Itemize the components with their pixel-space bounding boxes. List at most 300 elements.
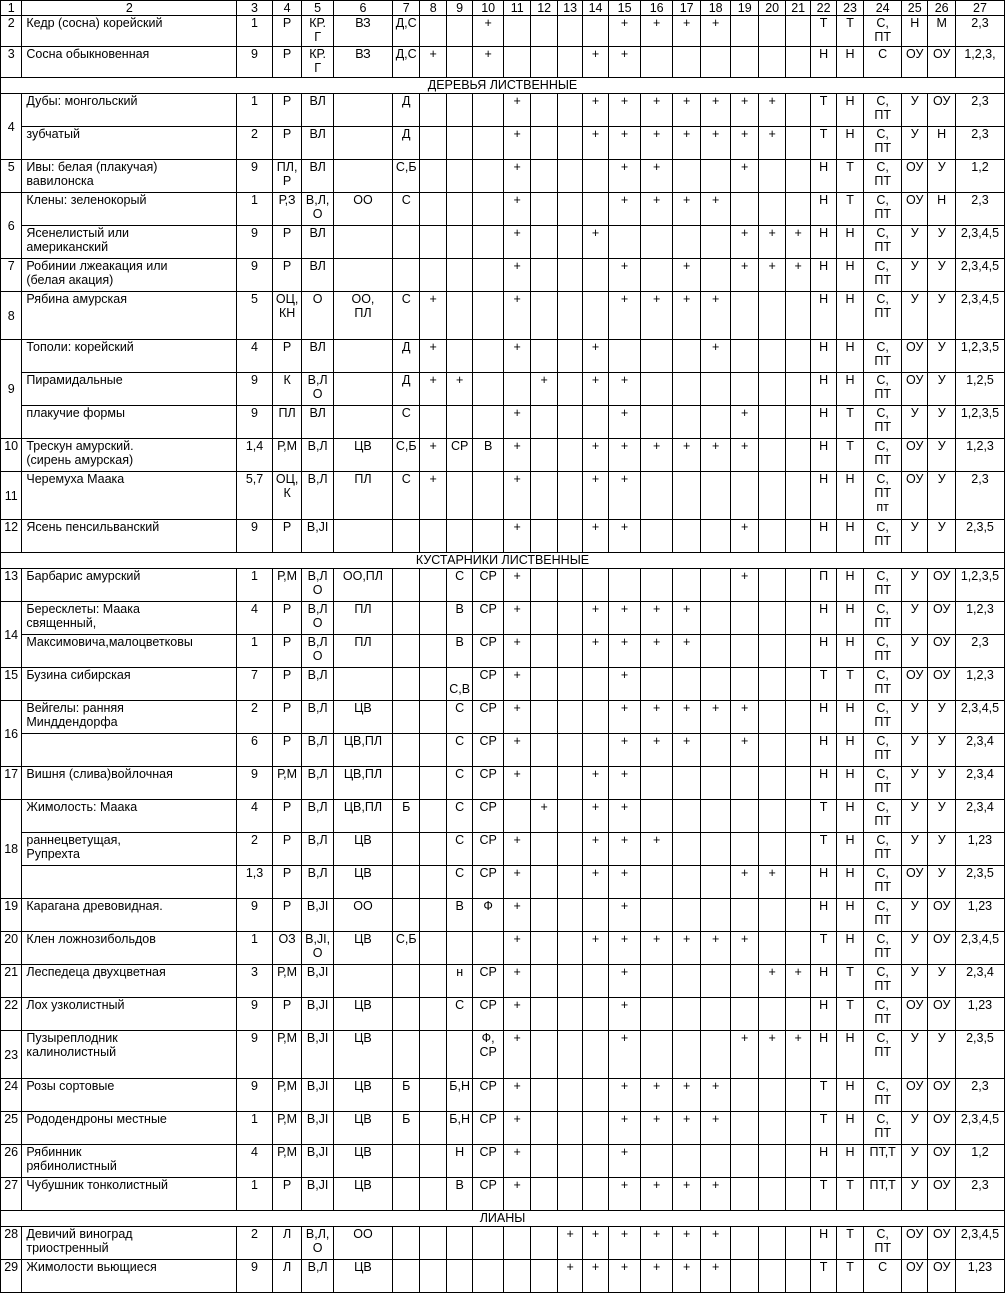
table-cell: +: [641, 635, 673, 668]
table-cell: [730, 668, 759, 701]
table-cell: С, ПТ: [864, 668, 902, 701]
table-cell: СР: [473, 734, 504, 767]
table-cell: С,Б: [392, 439, 419, 472]
table-row: [1, 734, 1005, 767]
table-cell: [785, 193, 810, 226]
table-cell: Н: [811, 292, 836, 340]
table-row: [1, 259, 1005, 292]
table-cell: [785, 1227, 810, 1260]
table-cell: ПТ,Т: [864, 1145, 902, 1178]
table-cell: Р: [272, 734, 302, 767]
table-cell: Т: [836, 668, 863, 701]
table-cell: Т: [811, 800, 836, 833]
row-number: 5: [1, 160, 22, 193]
table-cell: +: [641, 932, 673, 965]
table-cell: ОУ: [901, 193, 927, 226]
table-cell: Н: [836, 569, 863, 602]
table-cell: [420, 16, 446, 47]
table-cell: [557, 16, 582, 47]
table-cell: [785, 800, 810, 833]
table-cell: [785, 160, 810, 193]
table-cell: Д: [392, 127, 419, 160]
table-row: [1, 998, 1005, 1031]
species-name: раннецветущая, Рупрехта: [22, 833, 237, 866]
table-cell: С, ПТ: [864, 932, 902, 965]
table-cell: ВЛ: [302, 94, 334, 127]
table-cell: С: [446, 833, 472, 866]
table-cell: +: [503, 899, 530, 932]
table-cell: [420, 866, 446, 899]
table-cell: [473, 127, 504, 160]
species-name: Кедр (сосна) корейский: [22, 16, 237, 47]
table-cell: Н: [811, 734, 836, 767]
table-cell: У: [928, 292, 955, 340]
table-cell: [701, 47, 731, 78]
table-cell: Н: [836, 602, 863, 635]
table-cell: [473, 1260, 504, 1293]
table-cell: У: [901, 701, 927, 734]
row-number: 12: [1, 520, 22, 553]
table-cell: [503, 1260, 530, 1293]
section-heading: ДЕРЕВЬЯ ЛИСТВЕННЫЕ: [1, 78, 1005, 94]
table-cell: [672, 373, 701, 406]
table-cell: +: [759, 94, 785, 127]
table-cell: П: [811, 569, 836, 602]
table-cell: [701, 866, 731, 899]
table-cell: [759, 406, 785, 439]
table-cell: +: [503, 193, 530, 226]
table-cell: +: [672, 94, 701, 127]
table-cell: У: [901, 602, 927, 635]
table-cell: ПЛ: [333, 635, 392, 668]
table-cell: ЦВ: [333, 932, 392, 965]
table-cell: [333, 226, 392, 259]
table-cell: У: [928, 833, 955, 866]
table-row: [1, 1227, 1005, 1260]
table-cell: [531, 602, 557, 635]
table-cell: [420, 899, 446, 932]
table-cell: Н: [811, 340, 836, 373]
table-cell: [557, 833, 582, 866]
table-cell: У: [901, 94, 927, 127]
table-cell: У: [901, 1112, 927, 1145]
table-cell: Т: [836, 965, 863, 998]
table-cell: Р: [272, 899, 302, 932]
table-cell: [557, 520, 582, 553]
table-cell: [641, 47, 673, 78]
row-number: 24: [1, 1079, 22, 1112]
table-cell: +: [672, 259, 701, 292]
table-cell: +: [503, 226, 530, 259]
table-cell: 1,2,3,5: [955, 340, 1004, 373]
table-cell: 9: [237, 226, 273, 259]
table-cell: [557, 127, 582, 160]
table-cell: В,Л, О: [302, 193, 334, 226]
row-number: 26: [1, 1145, 22, 1178]
table-cell: [420, 602, 446, 635]
section-row: [1, 78, 1005, 94]
table-cell: 4: [237, 340, 273, 373]
table-cell: С,Б: [392, 160, 419, 193]
table-cell: +: [503, 1178, 530, 1211]
table-cell: В,Л: [302, 1260, 334, 1293]
table-cell: Д: [392, 373, 419, 406]
table-cell: [672, 47, 701, 78]
table-cell: +: [608, 472, 641, 520]
table-row: [1, 439, 1005, 472]
table-cell: +: [608, 1178, 641, 1211]
table-cell: 2,3,4,5: [955, 1227, 1004, 1260]
table-cell: +: [503, 1145, 530, 1178]
table-cell: 2,3: [955, 94, 1004, 127]
table-cell: [641, 472, 673, 520]
table-cell: Р: [272, 340, 302, 373]
table-cell: С, ПТ: [864, 439, 902, 472]
table-cell: [392, 1031, 419, 1079]
table-cell: В,JI: [302, 965, 334, 998]
table-cell: [473, 406, 504, 439]
table-cell: [672, 406, 701, 439]
table-row: [1, 1178, 1005, 1211]
table-cell: ОО: [333, 193, 392, 226]
table-cell: [446, 127, 472, 160]
table-cell: 9: [237, 1260, 273, 1293]
table-cell: Н: [811, 472, 836, 520]
table-cell: [420, 635, 446, 668]
table-cell: Р: [272, 833, 302, 866]
table-cell: [531, 439, 557, 472]
table-cell: Н: [836, 127, 863, 160]
table-cell: +: [420, 373, 446, 406]
table-cell: +: [608, 734, 641, 767]
table-cell: СР: [473, 1079, 504, 1112]
table-cell: [420, 569, 446, 602]
table-cell: [701, 472, 731, 520]
table-cell: С: [446, 866, 472, 899]
column-number-header: 8: [420, 1, 446, 16]
table-cell: [420, 701, 446, 734]
table-cell: +: [701, 701, 731, 734]
table-cell: [392, 520, 419, 553]
table-cell: +: [503, 668, 530, 701]
table-cell: Т: [836, 406, 863, 439]
table-cell: 1: [237, 1178, 273, 1211]
table-cell: [730, 1260, 759, 1293]
table-cell: Р: [272, 1178, 302, 1211]
table-cell: С: [446, 767, 472, 800]
table-cell: [333, 340, 392, 373]
table-cell: Н: [836, 1031, 863, 1079]
table-cell: В: [446, 1178, 472, 1211]
table-cell: +: [608, 259, 641, 292]
column-number-header: 19: [730, 1, 759, 16]
row-number: 23: [1, 1031, 22, 1079]
table-row: [1, 127, 1005, 160]
table-cell: 2,3,4: [955, 767, 1004, 800]
table-cell: У: [928, 160, 955, 193]
table-cell: [785, 569, 810, 602]
table-cell: ПЛ: [333, 602, 392, 635]
table-cell: [531, 127, 557, 160]
table-cell: Н: [928, 127, 955, 160]
table-cell: В,Л: [302, 472, 334, 520]
table-cell: [531, 569, 557, 602]
table-cell: +: [730, 520, 759, 553]
column-number-header: 25: [901, 1, 927, 16]
table-cell: +: [701, 932, 731, 965]
table-cell: [759, 1178, 785, 1211]
table-cell: С, ПТ: [864, 94, 902, 127]
table-cell: +: [608, 373, 641, 406]
table-cell: [730, 16, 759, 47]
table-cell: 1,23: [955, 998, 1004, 1031]
table-cell: [701, 160, 731, 193]
table-cell: Т: [836, 193, 863, 226]
table-cell: [583, 965, 608, 998]
table-cell: [531, 734, 557, 767]
table-cell: Б,Н: [446, 1079, 472, 1112]
table-cell: +: [420, 292, 446, 340]
table-cell: [672, 800, 701, 833]
table-cell: [641, 406, 673, 439]
table-cell: +: [730, 932, 759, 965]
table-cell: [473, 1227, 504, 1260]
species-name: Пузыреплодник калинолистный: [22, 1031, 237, 1079]
table-cell: [446, 1260, 472, 1293]
table-cell: [531, 635, 557, 668]
section-row: [1, 553, 1005, 569]
table-cell: +: [641, 1079, 673, 1112]
table-cell: ОУ: [928, 1178, 955, 1211]
species-name: Барбарис амурский: [22, 569, 237, 602]
table-cell: [785, 1112, 810, 1145]
table-cell: +: [503, 259, 530, 292]
table-cell: [701, 226, 731, 259]
table-cell: [473, 292, 504, 340]
table-cell: Р: [272, 259, 302, 292]
table-cell: У: [928, 800, 955, 833]
section-heading: КУСТАРНИКИ ЛИСТВЕННЫЕ: [1, 553, 1005, 569]
species-name: Ясенелистый или американский: [22, 226, 237, 259]
table-cell: [420, 520, 446, 553]
table-cell: [641, 520, 673, 553]
table-cell: С, ПТ: [864, 1112, 902, 1145]
table-cell: [531, 833, 557, 866]
table-cell: В,Л: [302, 800, 334, 833]
table-row: [1, 1260, 1005, 1293]
table-cell: [672, 965, 701, 998]
table-cell: +: [608, 47, 641, 78]
table-cell: +: [608, 899, 641, 932]
table-cell: СР: [446, 439, 472, 472]
table-cell: [701, 668, 731, 701]
table-cell: [531, 965, 557, 998]
table-cell: С, ПТ: [864, 602, 902, 635]
row-number: 15: [1, 668, 22, 701]
species-name: Робинии лжеакация или (белая акация): [22, 259, 237, 292]
table-cell: С, ПТ: [864, 833, 902, 866]
table-cell: Р: [272, 47, 302, 78]
table-cell: Н: [811, 701, 836, 734]
table-row: [1, 965, 1005, 998]
table-cell: ОО: [333, 1227, 392, 1260]
table-cell: [446, 406, 472, 439]
species-name: Трескун амурский. (сирень амурская): [22, 439, 237, 472]
table-cell: [557, 767, 582, 800]
table-cell: [759, 340, 785, 373]
table-cell: В,Л: [302, 866, 334, 899]
row-number: 11: [1, 472, 22, 520]
table-cell: С: [446, 734, 472, 767]
table-cell: Т: [836, 1227, 863, 1260]
table-cell: [557, 800, 582, 833]
table-cell: Т: [811, 833, 836, 866]
table-cell: +: [672, 932, 701, 965]
table-cell: ВЛ: [302, 406, 334, 439]
table-cell: [557, 373, 582, 406]
table-cell: С, ПТ: [864, 520, 902, 553]
table-cell: [420, 1178, 446, 1211]
table-cell: [531, 406, 557, 439]
table-cell: Р,М: [272, 569, 302, 602]
table-cell: +: [641, 94, 673, 127]
table-cell: +: [503, 292, 530, 340]
table-cell: +: [641, 833, 673, 866]
table-row: [1, 899, 1005, 932]
row-number: 13: [1, 569, 22, 602]
table-cell: [759, 160, 785, 193]
table-cell: +: [701, 1227, 731, 1260]
table-cell: [392, 701, 419, 734]
table-cell: +: [503, 701, 530, 734]
table-cell: 2,3,4: [955, 734, 1004, 767]
table-cell: ОУ: [901, 160, 927, 193]
table-cell: [557, 226, 582, 259]
table-cell: +: [608, 16, 641, 47]
table-cell: СР: [473, 1145, 504, 1178]
table-cell: [446, 193, 472, 226]
table-cell: ОУ: [901, 373, 927, 406]
table-cell: [785, 1260, 810, 1293]
table-cell: У: [901, 1031, 927, 1079]
table-cell: У: [901, 292, 927, 340]
column-number-header: 2: [22, 1, 237, 16]
table-cell: [557, 965, 582, 998]
row-number: 14: [1, 602, 22, 668]
table-cell: [557, 193, 582, 226]
table-cell: [785, 340, 810, 373]
table-cell: [392, 965, 419, 998]
table-cell: У: [901, 1178, 927, 1211]
table-cell: +: [672, 734, 701, 767]
table-cell: [785, 1079, 810, 1112]
table-cell: [473, 373, 504, 406]
table-cell: [759, 1079, 785, 1112]
table-cell: Т: [811, 127, 836, 160]
table-cell: 2,3: [955, 635, 1004, 668]
table-cell: [333, 668, 392, 701]
table-cell: +: [557, 1260, 582, 1293]
table-cell: В,Л: [302, 734, 334, 767]
table-row: [1, 292, 1005, 340]
table-row: [1, 866, 1005, 899]
table-cell: [503, 16, 530, 47]
table-cell: [392, 1260, 419, 1293]
table-cell: С: [446, 701, 472, 734]
table-cell: +: [503, 1079, 530, 1112]
table-cell: Р: [272, 701, 302, 734]
table-cell: +: [759, 127, 785, 160]
table-cell: [473, 193, 504, 226]
table-cell: [473, 932, 504, 965]
table-cell: У: [901, 932, 927, 965]
table-cell: Р: [272, 800, 302, 833]
table-cell: 1,2,3: [955, 439, 1004, 472]
table-cell: В,Л: [302, 767, 334, 800]
table-cell: +: [583, 800, 608, 833]
row-number: 6: [1, 193, 22, 259]
species-name: Рябинник рябинолистный: [22, 1145, 237, 1178]
table-cell: н: [446, 965, 472, 998]
table-cell: ОУ: [928, 899, 955, 932]
table-cell: [392, 767, 419, 800]
column-number-header: 5: [302, 1, 334, 16]
row-number: 21: [1, 965, 22, 998]
table-cell: +: [503, 439, 530, 472]
table-cell: [759, 800, 785, 833]
table-cell: +: [608, 701, 641, 734]
species-name: Максимовича,малоцветковы: [22, 635, 237, 668]
table-cell: ОУ: [901, 1260, 927, 1293]
species-name: Вишня (слива)войлочная: [22, 767, 237, 800]
table-cell: +: [608, 833, 641, 866]
table-cell: +: [641, 701, 673, 734]
table-cell: У: [901, 734, 927, 767]
table-cell: ВЛ: [302, 127, 334, 160]
species-name: Пирамидальные: [22, 373, 237, 406]
table-cell: +: [503, 998, 530, 1031]
table-cell: 1,2: [955, 160, 1004, 193]
table-cell: [641, 1145, 673, 1178]
species-name: Черемуха Маака: [22, 472, 237, 520]
table-cell: +: [608, 292, 641, 340]
species-name: Дубы: монгольский: [22, 94, 237, 127]
table-cell: У: [901, 226, 927, 259]
row-number: 7: [1, 259, 22, 292]
table-row: [1, 1112, 1005, 1145]
table-cell: Р,М: [272, 1031, 302, 1079]
table-cell: Н: [836, 520, 863, 553]
table-cell: [531, 292, 557, 340]
table-cell: [333, 965, 392, 998]
table-cell: +: [531, 800, 557, 833]
table-cell: [503, 800, 530, 833]
table-cell: [730, 965, 759, 998]
table-cell: Н: [836, 800, 863, 833]
table-cell: +: [446, 373, 472, 406]
species-name: Вейгелы: ранняя Минддендорфа: [22, 701, 237, 734]
table-cell: [759, 668, 785, 701]
table-cell: +: [759, 965, 785, 998]
table-cell: [392, 569, 419, 602]
table-cell: 9: [237, 1031, 273, 1079]
table-cell: 1,23: [955, 1260, 1004, 1293]
table-cell: Н: [811, 1227, 836, 1260]
table-cell: Р,М: [272, 965, 302, 998]
table-cell: [503, 47, 530, 78]
species-name: [22, 866, 237, 899]
table-cell: 9: [237, 899, 273, 932]
